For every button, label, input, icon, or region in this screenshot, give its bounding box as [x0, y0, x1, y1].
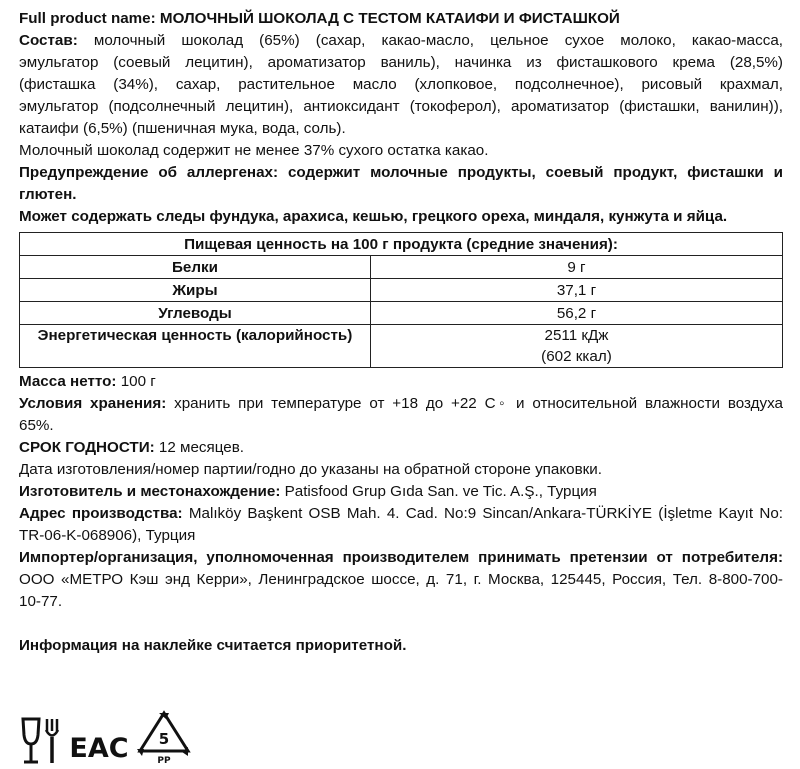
net-weight-value: 100 г: [120, 373, 156, 390]
recycling-pp-icon: [135, 709, 193, 765]
nutrient-name: Жиры: [20, 279, 371, 302]
eac-mark-text: EAC: [69, 733, 129, 764]
table-row: [20, 256, 783, 279]
nutrient-value: 56,2 г: [370, 302, 782, 325]
manufacturer: [19, 481, 783, 503]
shelf-life-label: СРОК ГОДНОСТИ:: [19, 439, 155, 456]
compliance-icons: [19, 705, 193, 765]
recycling-code: 5: [158, 730, 170, 748]
storage-text-1: хранить при температуре от +18 до +22 С◦ и относительной влажности воздуха: [174, 395, 783, 412]
storage-line-1: [19, 393, 783, 415]
nutrition-header: Пищевая ценность на 100 г продукта (средние значения):: [20, 233, 783, 256]
allergen-warning-line-2: глютен.: [19, 186, 77, 203]
allergen-warning-line-1: Предупреждение об аллергенах: содержит молочные продукты, соевый продукт, фисташки и: [19, 164, 783, 181]
glass-fork-icon: [19, 717, 63, 765]
shelf-life: [19, 437, 783, 459]
composition-line-5: катаифи (6,5%) (пшеничная мука, вода, соль).: [19, 120, 346, 137]
product-name-value: МОЛОЧНЫЙ ШОКОЛАД С ТЕСТОМ КАТАИФИ И ФИСТАШКОЙ: [159, 10, 620, 27]
product-name-line: [19, 8, 783, 30]
composition-line-1: [19, 30, 783, 52]
composition-line-3: (фисташка (34%), сахар, растительное масло (хлопковое, подсолнечное), рисовый крахмал,: [19, 76, 783, 93]
composition-label: Состав:: [19, 32, 78, 49]
nutrient-value: 37,1 г: [370, 279, 782, 302]
production-address-line-2: TR-06-K-068906), Турция: [19, 527, 196, 544]
recycling-material: PP: [157, 756, 171, 766]
importer-line-2: 10-77.: [19, 593, 63, 610]
nutrient-value: 9 г: [370, 256, 782, 279]
manufacturer-label: Изготовитель и местонахождение:: [19, 483, 281, 500]
nutrient-name: Белки: [20, 256, 371, 279]
nutrient-name: Углеводы: [20, 302, 371, 325]
production-address-text-1: Malıköy Başkent OSB Mah. 4. Cad. No:9 Sincan/Ankara-TÜRKİYE (İşletme Kayıt No:: [188, 505, 783, 522]
table-row: [20, 302, 783, 325]
energy-value: [370, 325, 782, 368]
composition-line-4: эмульгатор (подсолнечный лецитин), антиоксидант (токоферол), ароматизатор (фисташки, ванилин)),: [19, 98, 783, 115]
importer-line-1: ООО «МЕТРО Кэш энд Керри», Ленинградское шоссе, д. 71, г. Москва, 125445, Россия, Тел. 8-800-700-: [19, 571, 783, 588]
energy-kj: 2511 кДж: [544, 327, 609, 344]
storage-label: Условия хранения:: [19, 395, 167, 412]
net-weight-label: Масса нетто:: [19, 373, 117, 390]
importer-label: Импортер/организация, уполномоченная производителем принимать претензии от потребителя:: [19, 549, 783, 566]
label-document: [19, 8, 783, 657]
production-address-label: Адрес производства:: [19, 505, 183, 522]
composition-text-1: молочный шоколад (65%) (сахар, какао-масло, цельное сухое молоко, какао-масса,: [93, 32, 783, 49]
product-name-label: Full product name:: [19, 10, 156, 27]
cocoa-note: Молочный шоколад содержит не менее 37% сухого остатка какао.: [19, 142, 489, 159]
net-weight: [19, 371, 783, 393]
composition-line-2: эмульгатор (соевый лецитин), ароматизатор ваниль), начинка из фисташкового крема (28,5%): [19, 54, 783, 71]
nutrition-table: [19, 232, 783, 368]
eac-icon: [69, 721, 129, 765]
may-contain-traces: Может содержать следы фундука, арахиса, кешью, грецкого ореха, миндаля, кунжута и яйца.: [19, 208, 728, 225]
energy-kcal: (602 ккал): [541, 348, 612, 365]
storage-line-2: 65%.: [19, 417, 54, 434]
shelf-life-value: 12 месяцев.: [158, 439, 244, 456]
production-address-line-1: [19, 503, 783, 525]
production-date-note: Дата изготовления/номер партии/годно до указаны на обратной стороне упаковки.: [19, 461, 603, 478]
sticker-note: Информация на наклейке считается приоритетной.: [19, 637, 407, 654]
manufacturer-value: Patisfood Grup Gıda San. ve Tic. A.Ş., Турция: [284, 483, 597, 500]
table-row: [20, 325, 783, 368]
energy-name: Энергетическая ценность (калорийность): [20, 325, 371, 368]
table-row: [20, 279, 783, 302]
